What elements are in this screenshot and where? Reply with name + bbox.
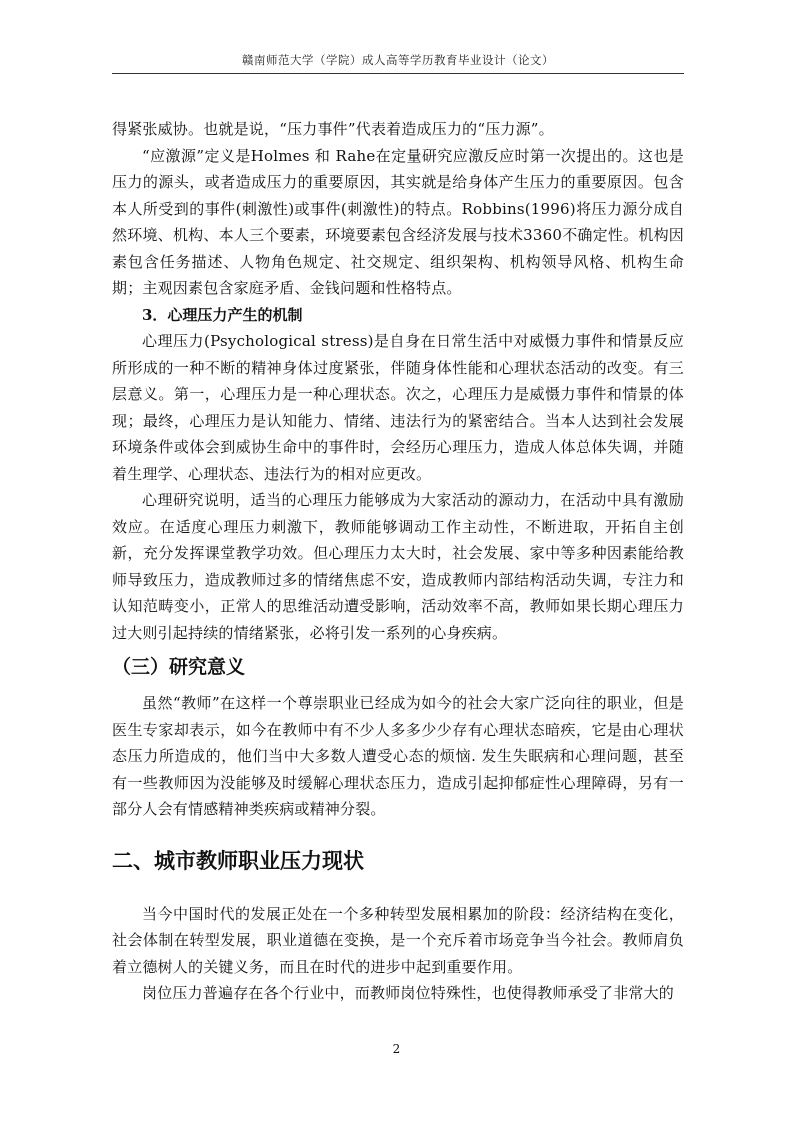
page-number: 2 <box>392 1042 401 1056</box>
header-rule <box>112 73 684 74</box>
page-header: 赣南师范大学（学院）成人高等学历教育毕业设计（论文） <box>242 53 554 67</box>
paragraph-era-development: 当今中国时代的发展正处在一个多种转型发展相累加的阶段：经济结构在变化，社会体制在转型发展，职业道德在变换，是一个充斥着市场竞争当今社会。教师肩负着立德树人的关键义务，而且在时代的进步中起到重要作用。 <box>112 904 684 976</box>
paragraph-psychological-stress: 心理压力(Psychological stress)是自身在日常生活中对威慑力事件和情景反应所形成的一种不断的精神身体过度紧张，伴随身体性能和心理状态活动的改变。有三层意义。第一，心理压力是一种心理状态。次之，心理压力是威慑力事件和情景的体现；最终，心理压力是认知能力、情绪、违法行为的紧密结合。当本人达到社会发展环境条件或体会到威协生命中的事件时，会经历心理压力，造成人体总体失调，并随着生理学、心理状态、违法行为的相对应更改。 <box>112 332 684 483</box>
paragraph-stressor-definition: “应激源”定义是Holmes 和 Rahe在定量研究应激反应时第一次提出的。这也是压力的源头，或者造成压力的重要原因，其实就是给身体产生压力的重要原因。包含本人所受到的事件(刺激性)或事件(刺激性)的特点。Robbins(1996)将压力源分成自然环境、机构、本人三个要素，环境要素包含经济发展与技术3360不确定性。机构因素包含任务描述、人物角色规定、社交规定、组织架构、机构领导风格、机构生命期；主观因素包含家庭矛盾、金钱问题和性格特点。 <box>112 146 684 297</box>
paragraph-research-findings: 心理研究说明，适当的心理压力能够成为大家活动的源动力，在活动中具有激励效应。在适度心理压力刺激下，教师能够调动工作主动性，不断进取，开拓自主创新，充分发挥课堂教学功效。但心理压力太大时，社会发展、家中等多种因素能给教师导致压力，造成教师过多的情绪焦虑不安，造成教师内部结构活动失调，专注力和认知范畴变小，正常人的思维活动遭受影响，活动效率不高，教师如果长期心理压力过大则引起持续的情绪紧张，必将引发一系列的心身疾病。 <box>112 491 684 642</box>
document-body <box>112 116 684 1007</box>
subheading-mechanism: 3．心理压力产生的机制 <box>142 305 303 324</box>
section-heading-significance: （三）研究意义 <box>112 656 246 678</box>
paragraph-significance: 虽然“教师”在这样一个尊崇职业已经成为如今的社会大家广泛向往的职业，但是医生专家却表示，如今在教师中有不少人多多少少存有心理状态暗疾，它是由心理状态压力所造成的，他们当中大多数人遭受心态的烦恼. 发生失眠病和心理问题，甚至有一些教师因为没能够及时缓解心理状态压力，造成引起抑郁症性心理障碍，另有一部分人会有情感精神类疾病或精神分裂。 <box>112 694 684 818</box>
paragraph-job-pressure: 岗位压力普遍存在各个行业中，而教师岗位特殊性，也使得教师承受了非常大的 <box>142 984 675 1002</box>
paragraph-continuation: 得紧张威协。也就是说，“压力事件”代表着造成压力的“压力源”。 <box>112 120 554 138</box>
chapter-heading-current-status: 二、城市教师职业压力现状 <box>112 848 364 873</box>
